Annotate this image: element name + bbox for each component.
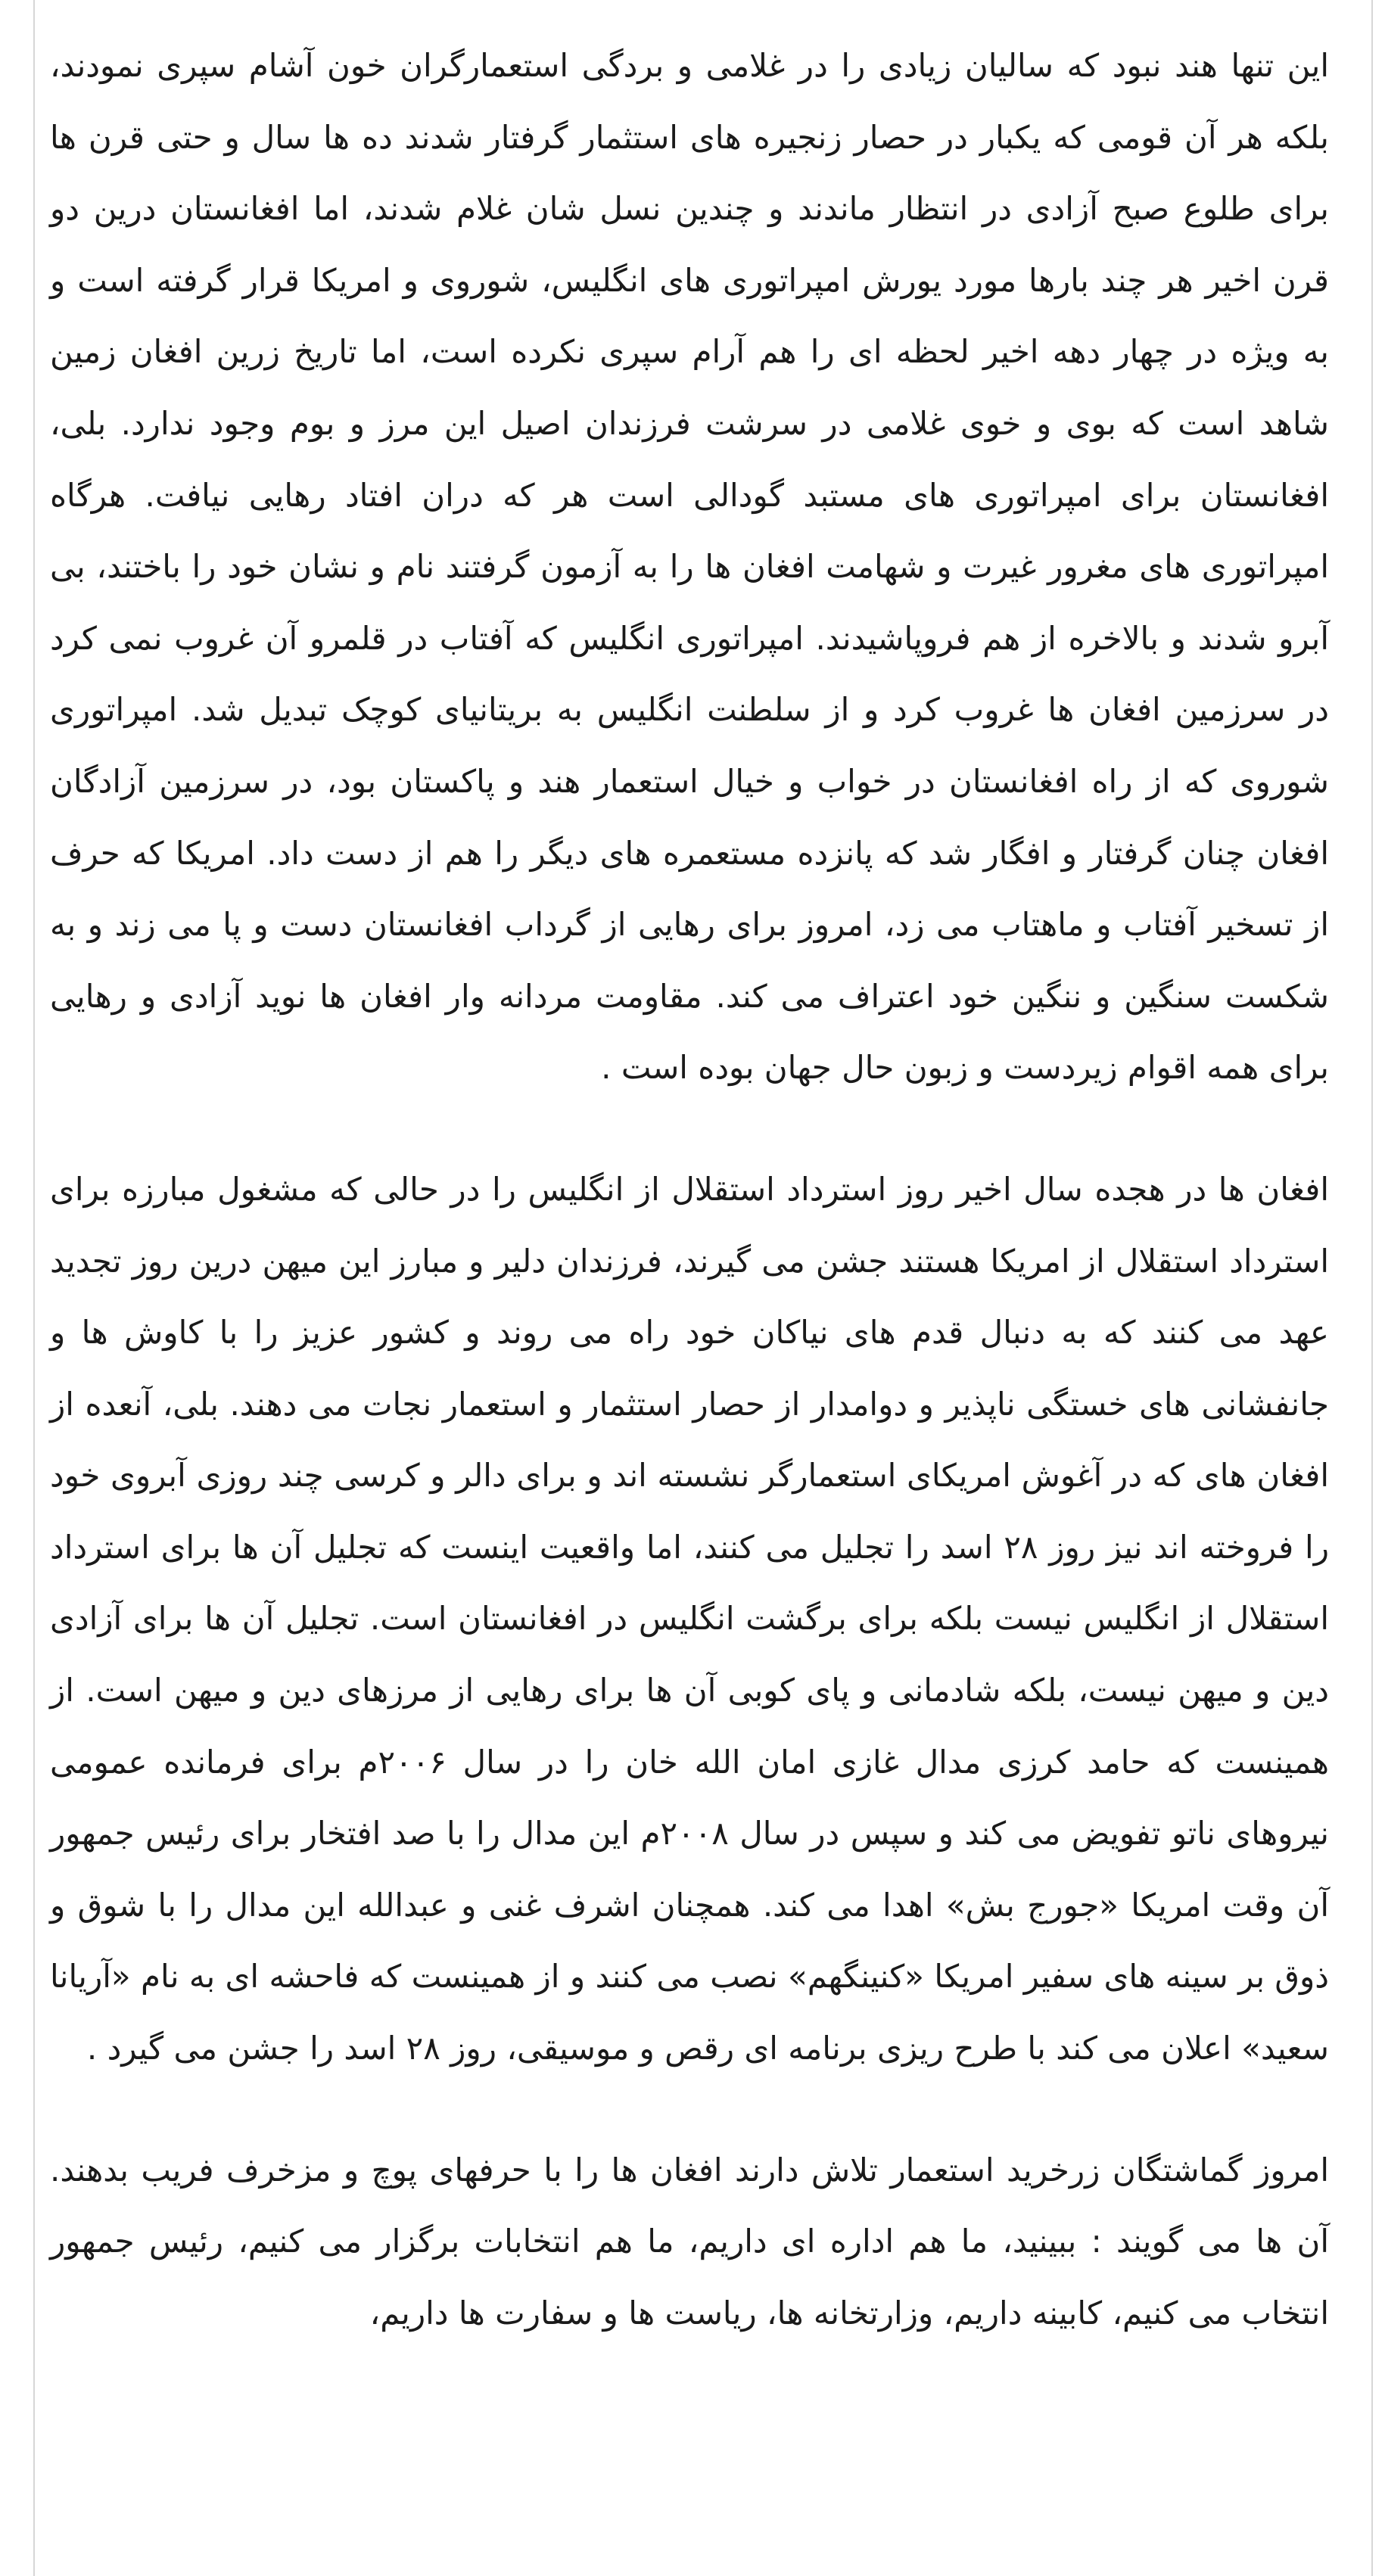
article-paragraph-1: این تنها هند نبود که سالیان زیادی را در غلامی و بردگی استعمارگران خون آشام سپری نمودند، بلکه هر آن قومی که یکبار در حصار زنجیره های استثمار گرفتار شدند ده ها سال و حتی قرن ها برای طلوع صبح آزادی در انتظار ماندند و چندین نسل شان غلام شدند، اما افغانستان درین دو قرن اخیر هر چند بارها مورد یورش امپراتوری های انگلیس، شوروی و امریکا قرار گرفته است و به ویژه در چهار دهه اخیر لحظه ای را هم آرام سپری نکرده است، اما تاریخ زرین افغان زمین شاهد است که بوی و خوی غلامی در سرشت فرزندان اصیل این مرز و بوم وجود ندارد. بلی، افغانستان برای امپراتوری های مستبد گودالی است هر که دران افتاد رهایی نیافت. هرگاه امپراتوری های مغرور غیرت و شهامت افغان ها را به آزمون گرفتند نام و نشان خود را باختند، بی آبرو شدند و بالاخره از هم فروپاشیدند. امپراتوری انگلیس که آفتاب در قلمرو آن غروب نمی کرد در سرزمین افغان ها غروب کرد و از سلطنت انگلیس به بریتانیای کوچک تبدیل شد. امپراتوری شوروی که از راه افغانستان در خواب و خیال استعمار هند و پاکستان بود، در سرزمین آزادگان افغان چنان گرفتار و افگار شد که پانزده مستعمره های دیگر را هم از دست داد. امریکا که حرف از تسخیر آفتاب و ماهتاب می زد، امروز برای رهایی از گرداب افغانستان دست و پا می زند و به شکست سنگین و ننگین خود اعتراف می کند. مقاومت مردانه وار افغان ها نوید آزادی و رهایی برای همه اقوام زیردست و زبون حال جهان بوده است . [50,47,1329,1087]
article-paragraph-3: امروز گماشتگان زرخرید استعمار تلاش دارند افغان ها را با حرفهای پوچ و مزخرف فریب بدهند. آن ها می گویند : ببینید، ما هم اداره ای داریم، ما هم انتخابات برگزار می کنیم، رئیس جمهور انتخاب می کنیم، کابینه داریم، وزارتخانه ها، ریاست ها و سفارت ها داریم، [50,2151,1329,2332]
article-body [50,30,1329,2399]
right-margin-rule [1371,0,1373,2576]
left-margin-rule [33,0,35,2576]
article-paragraph-2: افغان ها در هجده سال اخیر روز استرداد استقلال از انگلیس را در حالی که مشغول مبارزه برای استرداد استقلال از امریکا هستند جشن می گیرند، فرزندان دلیر و مبارز این میهن درین روز تجدید عهد می کنند که به دنبال قدم های نیاکان خود راه می روند و کشور عزیز را با کاوش ها و جانفشانی های خستگی ناپذیر و دوامدار از حصار استثمار و استعمار نجات می دهند. بلی، آنعده از افغان های که در آغوش امریکای استعمارگر نشسته اند و برای دالر و کرسی چند روزی آبروی خود را فروخته اند نیز روز ۲۸ اسد را تجلیل می کنند، اما واقعیت اینست که تجلیل آن ها برای استرداد استقلال از انگلیس نیست بلکه برای برگشت انگلیس در افغانستان است. تجلیل آن ها برای آزادی دین و میهن نیست، بلکه شادمانی و پای کوبی آن ها برای رهایی از مرزهای دین و میهن است. از همینست که حامد کرزی مدال غازی امان الله خان را در سال ۲۰۰۶م برای فرمانده عمومی نیروهای ناتو تفویض می کند و سپس در سال ۲۰۰۸م این مدال را با صد افتخار برای رئیس جمهور آن وقت امریکا «جورج بش» اهدا می کند. همچنان اشرف غنی و عبدالله این مدال را با شوق و ذوق بر سینه های سفیر امریکا «کنینگهم» نصب می کنند و از همینست که فاحشه ای به نام «آریانا سعید» اعلان می کند با طرح ریزی برنامه ای رقص و موسیقی، روز ۲۸ اسد را جشن می گیرد . [50,1170,1329,2067]
